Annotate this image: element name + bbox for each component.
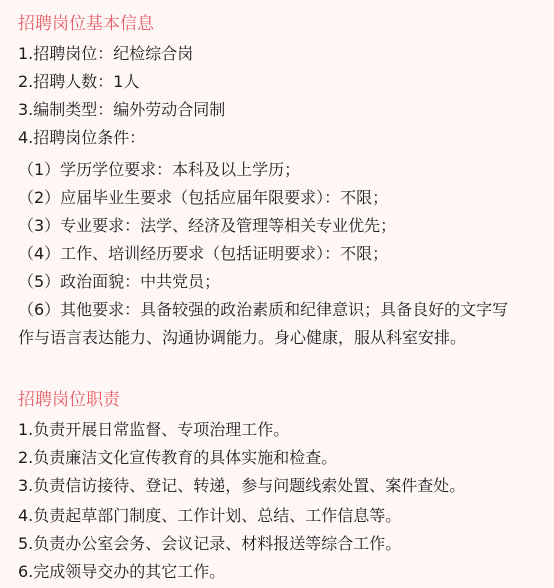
duty-line-2: 2.负责廉洁文化宣传教育的具体实施和检查。 — [18, 448, 338, 467]
basic-info-line-3: 3.编制类型：编外劳动合同制 — [18, 100, 226, 119]
basic-info-line-2: 2.招聘人数：1人 — [18, 72, 140, 91]
basic-info-line-8: （4）工作、培训经历要求（包括证明要求）：不限； — [18, 244, 389, 263]
duty-line-3: 3.负责信访接待、登记、转递，参与问题线索处置、案件查处。 — [18, 476, 466, 495]
duty-line-1: 1.负责开展日常监督、专项治理工作。 — [18, 420, 290, 439]
basic-info-line-7: （3）专业要求：法学、经济及管理等相关专业优先； — [18, 216, 397, 235]
basic-info-line-11: 作与语言表达能力、沟通协调能力。身心健康，服从科室安排。 — [18, 328, 467, 347]
basic-info-line-4: 4.招聘岗位条件： — [18, 128, 146, 147]
duty-line-6: 6.完成领导交办的其它工作。 — [18, 562, 226, 581]
basic-info-line-5: （1）学历学位要求：本科及以上学历； — [18, 160, 301, 179]
basic-info-line-1: 1.招聘岗位：纪检综合岗 — [18, 44, 194, 63]
basic-info-line-6: （2）应届毕业生要求（包括应届年限要求）：不限； — [18, 188, 389, 207]
duty-line-4: 4.负责起草部门制度、工作计划、总结、工作信息等。 — [18, 506, 402, 525]
heading-basic-info: 招聘岗位基本信息 — [18, 14, 154, 34]
basic-info-line-10: （6）其他要求：具备较强的政治素质和纪律意识；具备良好的文字写 — [18, 300, 509, 319]
heading-job-duties: 招聘岗位职责 — [18, 390, 120, 410]
duty-line-5: 5.负责办公室会务、会议记录、材料报送等综合工作。 — [18, 534, 402, 553]
basic-info-line-9: （5）政治面貌：中共党员； — [18, 272, 221, 291]
